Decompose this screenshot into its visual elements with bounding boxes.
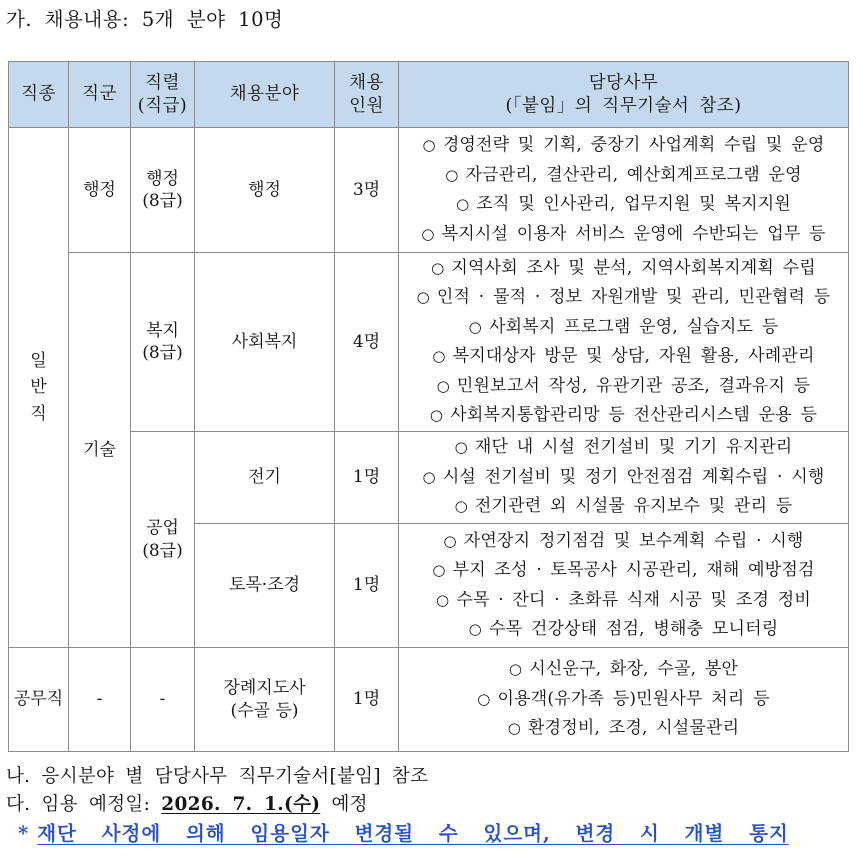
column-header-jikryeol — [131, 62, 195, 128]
duty-line — [399, 714, 848, 744]
cell-jikryeol-gongeop-line1: 공업 — [146, 518, 179, 539]
recruitment-table — [8, 61, 849, 752]
duty-line — [399, 372, 848, 402]
duty-text: 수목 · 잔디 · 초화류 식재 시공 및 조경 정비 — [456, 589, 811, 610]
cell-inwon-haengjeong: 3명 — [335, 128, 399, 253]
circle-bullet-icon: ○ — [468, 620, 482, 638]
duty-text: 수목 건강상태 점검, 병해충 모니터링 — [488, 619, 779, 639]
cell-inwon-jeongi: 1명 — [335, 432, 399, 524]
column-header-jikryeol-line1: 직렬 — [145, 72, 180, 93]
duty-text: 자연장지 정기점검 및 보수계획 수립 · 시행 — [463, 530, 804, 551]
asterisk-marker: * — [18, 822, 30, 845]
duty-text: 사회복지통합관리망 등 전산관리시스템 운용 등 — [450, 405, 818, 425]
cell-jikryeol-bokji-line1: 복지 — [146, 320, 179, 341]
cell-jikryeol-haengjeong-line1: 행정 — [146, 168, 179, 189]
cell-duties-haengjeong — [399, 128, 849, 253]
duty-line — [399, 342, 848, 372]
cell-bunya-sahoebokji: 사회복지 — [195, 253, 335, 432]
cell-jikgun-gisul: 기술 — [69, 253, 131, 648]
duty-line — [399, 220, 848, 250]
circle-bullet-icon: ○ — [456, 195, 470, 213]
duty-line — [399, 401, 848, 431]
column-header-bunya: 채용분야 — [195, 62, 335, 128]
circle-bullet-icon: ○ — [468, 317, 482, 336]
cell-bunya-haengjeong: 행정 — [195, 128, 335, 253]
circle-bullet-icon: ○ — [421, 224, 435, 243]
cell-duties-sahoebokji — [399, 253, 849, 432]
duty-text: 자금관리, 결산관리, 예산회계프로그램 운영 — [465, 164, 802, 185]
duty-line — [399, 527, 848, 557]
table-header-row — [9, 62, 849, 128]
duty-text: 경영전략 및 기획, 중장기 사업계획 수립 및 운영 — [442, 135, 825, 155]
column-header-jikjong: 직종 — [9, 62, 69, 128]
cell-duties-jeongi — [399, 432, 849, 524]
duty-text: 이용객(유가족 등)민원사무 처리 등 — [497, 688, 770, 709]
note-da-line — [6, 791, 866, 819]
duty-text: 부지 조성 · 토목공사 시공관리, 재해 예방점검 — [452, 560, 815, 580]
cell-jikjong-ilbanjik — [9, 128, 69, 648]
duty-line — [399, 131, 848, 161]
cell-jikryeol-haengjeong-line2: (8급) — [142, 191, 183, 211]
duty-line — [399, 254, 848, 284]
cell-jikgun-haengjeong: 행정 — [69, 128, 131, 253]
duty-line — [399, 655, 848, 685]
column-header-inwon — [335, 62, 399, 128]
duty-line — [399, 492, 848, 522]
duty-line — [399, 161, 848, 191]
column-header-damdang — [399, 62, 849, 128]
duty-line — [399, 190, 848, 220]
duty-text: 시신운구, 화장, 수골, 봉안 — [529, 659, 739, 680]
duty-text: 복지대상자 방문 및 상담, 자원 활용, 사례관리 — [452, 346, 815, 366]
circle-bullet-icon: ○ — [416, 288, 430, 306]
circle-bullet-icon: ○ — [454, 497, 468, 516]
cell-jikryeol-none: - — [131, 648, 195, 752]
duty-line — [399, 433, 848, 463]
duty-line — [399, 283, 848, 313]
cell-jikryeol-gongeop-line2: (8급) — [142, 540, 183, 561]
table-row-jangryejidosa — [9, 648, 849, 752]
note-na-line: 나. 응시분야 별 담당사무 직무기술서[붙임] 참조 — [6, 766, 429, 787]
duty-line — [399, 463, 848, 493]
cell-bunya-tomok: 토목·조경 — [195, 524, 335, 648]
cell-duties-jangrye — [399, 648, 849, 752]
duty-line — [399, 313, 848, 343]
column-header-damdang-line1: 담당사무 — [588, 72, 659, 93]
appointment-date-suffix: 예정 — [320, 794, 368, 815]
cell-bunya-jangrye — [195, 648, 335, 752]
table-row-sahoebokji — [9, 253, 849, 432]
circle-bullet-icon: ○ — [422, 136, 436, 154]
cell-inwon-jangrye: 1명 — [335, 648, 399, 752]
cell-inwon-sahoebokji: 4명 — [335, 253, 399, 432]
table-row-haengjeong — [9, 128, 849, 253]
duty-text: 민원보고서 작성, 유관기관 공조, 결과유지 등 — [456, 375, 811, 396]
cell-duties-tomok — [399, 524, 849, 648]
duty-text: 전기관련 외 시설물 유지보수 및 관리 등 — [474, 496, 793, 517]
column-header-inwon-line1: 채용 — [349, 72, 384, 93]
cell-jikjong-gongmujik: 공무직 — [9, 648, 69, 752]
duty-text: 환경정비, 조경, 시설물관리 — [528, 718, 740, 739]
circle-bullet-icon: ○ — [422, 467, 436, 486]
column-header-damdang-line2: (「붙임」의 직무기술서 참조) — [505, 95, 742, 116]
duty-text: 조직 및 인사관리, 업무지원 및 복지지원 — [476, 194, 791, 214]
circle-bullet-icon: ○ — [507, 719, 522, 738]
duty-line — [399, 685, 848, 715]
circle-bullet-icon: ○ — [432, 561, 446, 579]
change-notice-text: 재단 사정에 의해 임용일자 변경될 수 있으며, 변경 시 개별 통지 — [37, 822, 789, 845]
cell-jikryeol-bokji-line2: (8급) — [142, 343, 183, 363]
column-header-inwon-line2: 인원 — [349, 95, 384, 116]
duty-line — [399, 586, 848, 616]
cell-bunya-jangrye-line1: 장례지도사 — [223, 678, 306, 699]
appointment-date-prefix: 다. 임용 예정일: — [6, 794, 162, 815]
duty-line — [399, 615, 848, 645]
duty-text: 복지시설 이용자 서비스 운영에 수반되는 업무 등 — [441, 223, 826, 244]
cell-jikjong-ilbanjik-text: 일반직 — [30, 350, 47, 424]
circle-bullet-icon: ○ — [432, 347, 446, 365]
duty-text: 지역사회 조사 및 분석, 지역사회복지계획 수립 — [451, 257, 816, 278]
duty-text: 시설 전기설비 및 정기 안전점검 계획수립 · 시행 — [442, 466, 825, 487]
circle-bullet-icon: ○ — [443, 531, 457, 550]
circle-bullet-icon: ○ — [508, 660, 523, 679]
circle-bullet-icon: ○ — [436, 590, 450, 609]
circle-bullet-icon: ○ — [436, 376, 450, 395]
duty-line — [399, 556, 848, 586]
circle-bullet-icon: ○ — [454, 438, 468, 457]
circle-bullet-icon: ○ — [431, 258, 445, 277]
page-title: 가. 채용내용: 5개 분야 10명 — [6, 8, 284, 31]
duty-text: 재단 내 시설 전기설비 및 기기 유지관리 — [474, 437, 793, 458]
circle-bullet-icon: ○ — [429, 406, 444, 424]
cell-bunya-jeongi: 전기 — [195, 432, 335, 524]
table-row-jeongi — [9, 432, 849, 524]
duty-text: 사회복지 프로그램 운영, 실습지도 등 — [488, 316, 779, 337]
cell-jikryeol-haengjeong — [131, 128, 195, 253]
circle-bullet-icon: ○ — [477, 689, 491, 708]
cell-inwon-tomok: 1명 — [335, 524, 399, 648]
duty-text: 인적 · 물적 · 정보 자원개발 및 관리, 민관협력 등 — [436, 287, 831, 307]
change-notice-line — [6, 819, 866, 849]
cell-bunya-jangrye-line2: (수골 등) — [230, 700, 299, 721]
cell-jikgun-none: - — [69, 648, 131, 752]
cell-jikryeol-gongeop — [131, 432, 195, 648]
circle-bullet-icon: ○ — [445, 165, 459, 184]
column-header-jikgun: 직군 — [69, 62, 131, 128]
footer-notes — [6, 763, 866, 849]
column-header-jikryeol-line2: (직급) — [137, 95, 188, 116]
cell-jikryeol-bokji — [131, 253, 195, 432]
appointment-date: 2026. 7. 1.(수) — [161, 794, 321, 815]
